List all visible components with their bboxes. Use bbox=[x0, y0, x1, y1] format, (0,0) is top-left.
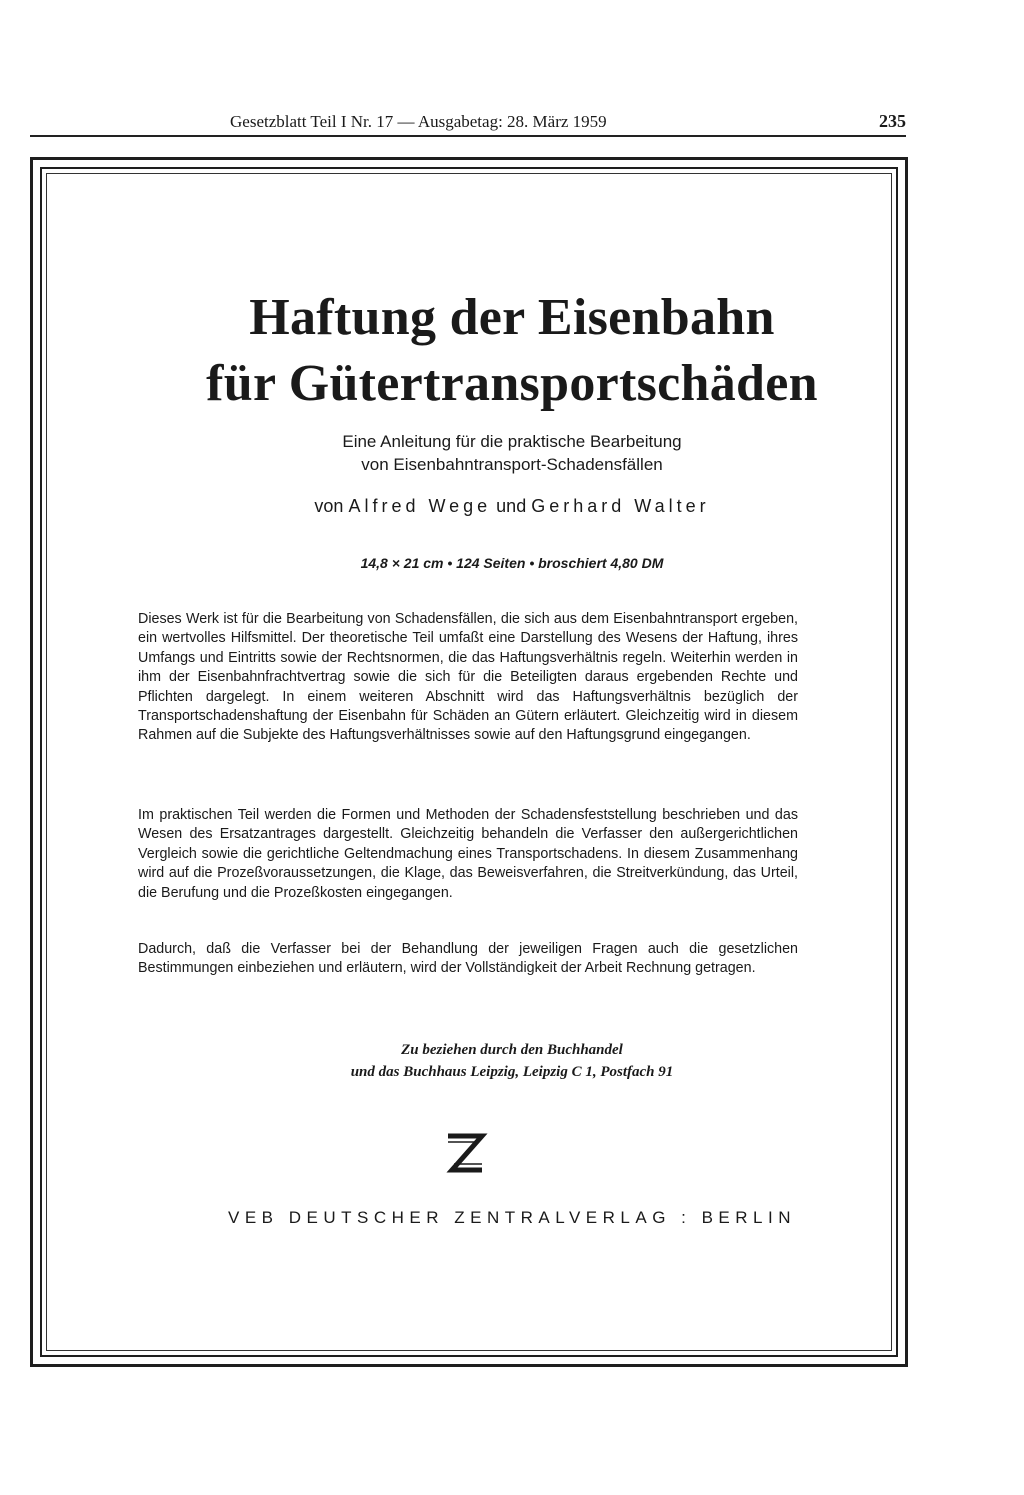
running-title: Gesetzblatt Teil I Nr. 17 — Ausgabetag: 28. März 1959 bbox=[230, 112, 607, 131]
author-name: Gerhard Walter bbox=[531, 496, 710, 516]
authors-joiner: und bbox=[496, 496, 527, 516]
subtitle-line1: Eine Anleitung für die praktische Bearbeitung bbox=[342, 432, 682, 451]
description-paragraph: Dieses Werk ist für die Bearbeitung von Schadensfällen, die sich aus dem Eisenbahntransport ergeben, ein wertvolles Hilfsmittel. Der theoretische Teil umfaßt eine Darstellung des Wesens der Haftung, ihres Umfangs und Eintritts sowie der Rechtsnormen, die das Haftungsverhältnis regeln. Weiterhin werden in ihm der Eisenbahnfrachtvertrag sowie die sich für die Beteiligten daraus ergebenden Rechte und Pflichten dargelegt. In einem weiteren Abschnitt wird das Haftungsverhältnis bezüglich der Transportschadenshaftung der Eisenbahn für Schäden an Gütern erläutert. Gleichzeitig wird in diesem Rahmen auf die Subjekte des Haftungsverhältnisses sowie auf den Haftungsgrund eingegangen. bbox=[138, 611, 798, 744]
book-title-line1: Haftung der Eisenbahn bbox=[249, 289, 775, 346]
header-rule bbox=[30, 135, 906, 137]
authors-prefix: von bbox=[314, 496, 344, 516]
book-title-line2: für Gütertransportschäden bbox=[206, 355, 818, 412]
description-paragraph: Dadurch, daß die Verfasser bei der Behandlung der jeweiligen Fragen auch die gesetzlichen Bestimmungen einbeziehen und erläutern, wird der Vollständigkeit der Arbeit Rechnung getragen. bbox=[138, 941, 798, 977]
publisher-name: VEB DEUTSCHER ZENTRALVERLAG : BERLIN bbox=[228, 1208, 796, 1227]
book-specs: 14,8 × 21 cm • 124 Seiten • broschiert 4,80 DM bbox=[360, 555, 664, 571]
authors-line bbox=[0, 496, 1024, 517]
publisher-z-logo-icon bbox=[440, 1128, 490, 1178]
author-name: Alfred Wege bbox=[348, 496, 492, 516]
supply-info-line1: Zu beziehen durch den Buchhandel bbox=[401, 1042, 623, 1058]
description-paragraph: Im praktischen Teil werden die Formen und Methoden der Schadensfeststellung beschrieben und das Wesen des Ersatzantrages dargestellt. Gleichzeitig behandeln die Verfasser den außergerichtlichen Vergleich sowie die gerichtliche Geltendmachung eines Transportschadens. In diesem Zusammenhang wird auf die Prozeßvoraussetzungen, die Klage, das Beweisverfahren, die Streitverkündung, das Urteil, die Berufung und die Prozeßkosten eingegangen. bbox=[138, 807, 798, 901]
supply-info-line2: und das Buchhaus Leipzig, Leipzig C 1, Postfach 91 bbox=[350, 1064, 674, 1080]
running-header bbox=[230, 108, 906, 132]
page-number: 235 bbox=[879, 111, 906, 131]
subtitle-line2: von Eisenbahntransport-Schadensfällen bbox=[361, 455, 663, 474]
